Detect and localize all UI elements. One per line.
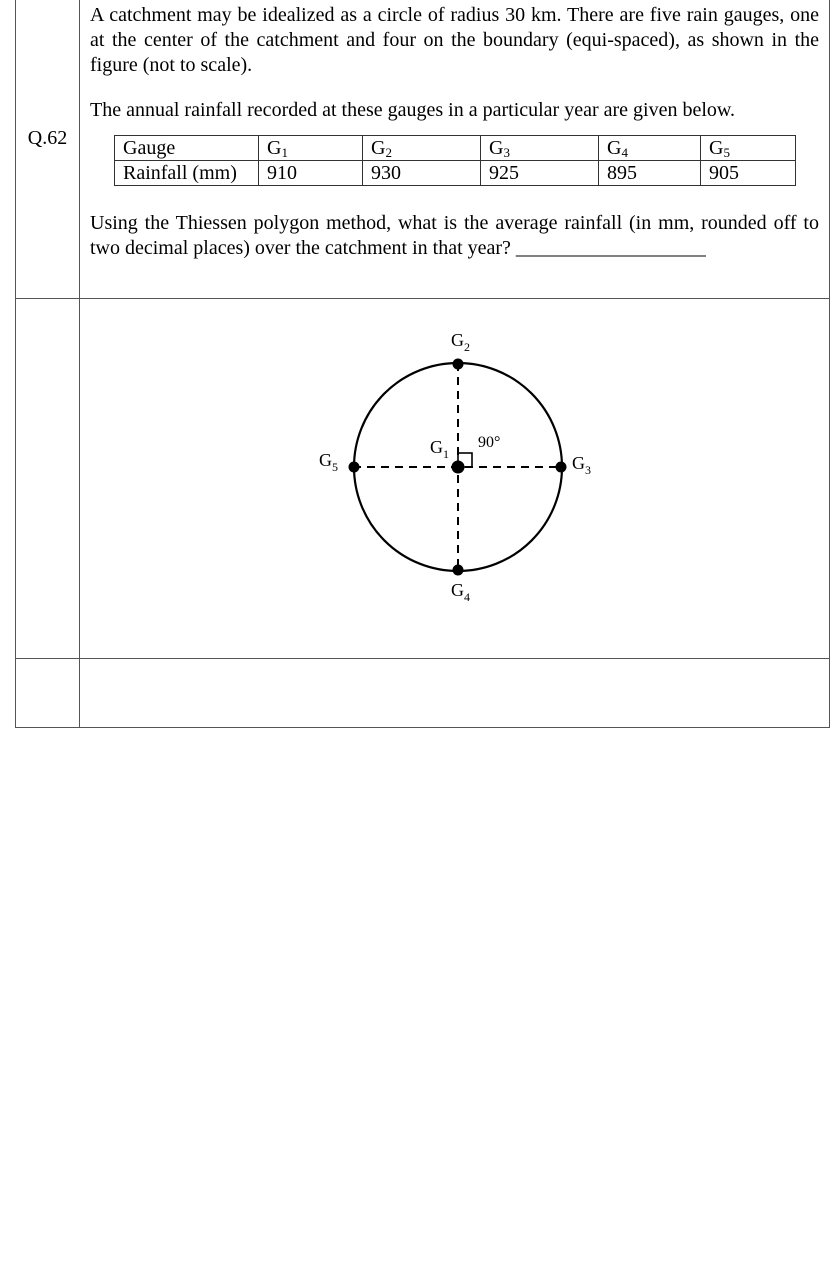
question-paragraph-1: A catchment may be idealized as a circle of radius 30 km. There are five rain gauges, one at the center of the catchment and four on the boundary (equi-spaced), as shown in the figure (not to scale). bbox=[90, 4, 819, 76]
empty-row bbox=[16, 659, 830, 728]
rainfall-value-g3: 925 bbox=[481, 161, 599, 186]
gauge-letter: G bbox=[709, 137, 724, 159]
gauge-g1-label: $G_1$ bbox=[430, 437, 449, 461]
gauge-header-g3 bbox=[481, 136, 599, 161]
figure-row bbox=[16, 299, 830, 659]
question-row bbox=[16, 0, 830, 299]
gauge-letter: G bbox=[371, 137, 386, 159]
gauge-index: 3 bbox=[503, 145, 510, 160]
rainfall-table-header-row bbox=[115, 136, 796, 161]
catchment-diagram bbox=[80, 299, 830, 658]
gauge-g5-label: $G_5$ bbox=[319, 450, 338, 474]
rainfall-value-g2: 930 bbox=[363, 161, 481, 186]
rainfall-value-g5: 905 bbox=[701, 161, 796, 186]
gauge-g3-point bbox=[556, 462, 567, 473]
question-number: Q.62 bbox=[27, 127, 68, 149]
gauge-index: 4 bbox=[621, 145, 628, 160]
gauge-letter: G bbox=[489, 137, 504, 159]
rainfall-value-label: Rainfall (mm) bbox=[115, 161, 259, 186]
gauge-g4-label: $G_4$ bbox=[451, 580, 470, 604]
question-paragraph-2: The annual rainfall recorded at these gauges in a particular year are given below. bbox=[90, 99, 736, 121]
gauge-index: 2 bbox=[385, 145, 392, 160]
catchment-figure bbox=[80, 299, 830, 658]
rainfall-value-g1: 910 bbox=[259, 161, 363, 186]
empty-row-right-cell bbox=[80, 659, 830, 728]
gauge-g4-point bbox=[453, 565, 464, 576]
question-number-cell bbox=[16, 0, 80, 299]
gauge-index: 5 bbox=[723, 145, 730, 160]
angle-label: 90° bbox=[478, 434, 501, 451]
gauge-g2-label: $G_2$ bbox=[451, 330, 470, 354]
figure-cell bbox=[80, 299, 830, 659]
gauge-header-g2 bbox=[363, 136, 481, 161]
gauge-g1-point bbox=[452, 461, 465, 474]
rainfall-table bbox=[114, 135, 796, 186]
gauge-g3-label: $G_3$ bbox=[572, 453, 591, 477]
gauge-g5-point bbox=[349, 462, 360, 473]
gauge-index: 1 bbox=[281, 145, 288, 160]
gauge-header-g4 bbox=[599, 136, 701, 161]
gauge-letter: G bbox=[607, 137, 622, 159]
rainfall-value-g4: 895 bbox=[599, 161, 701, 186]
question-table bbox=[15, 0, 830, 728]
question-paragraph-3: Using the Thiessen polygon method, what is the average rainfall (in mm, rounded off to two decimal places) over the catchment in that year? ___________________ bbox=[90, 212, 819, 259]
question-body-cell bbox=[80, 0, 830, 299]
empty-row-left-cell bbox=[16, 659, 80, 728]
gauge-letter: G bbox=[267, 137, 282, 159]
figure-row-empty-cell bbox=[16, 299, 80, 659]
gauge-g2-point bbox=[453, 359, 464, 370]
rainfall-table-value-row bbox=[115, 161, 796, 186]
gauge-header-label: Gauge bbox=[115, 136, 259, 161]
gauge-header-g1 bbox=[259, 136, 363, 161]
gauge-header-g5 bbox=[701, 136, 796, 161]
